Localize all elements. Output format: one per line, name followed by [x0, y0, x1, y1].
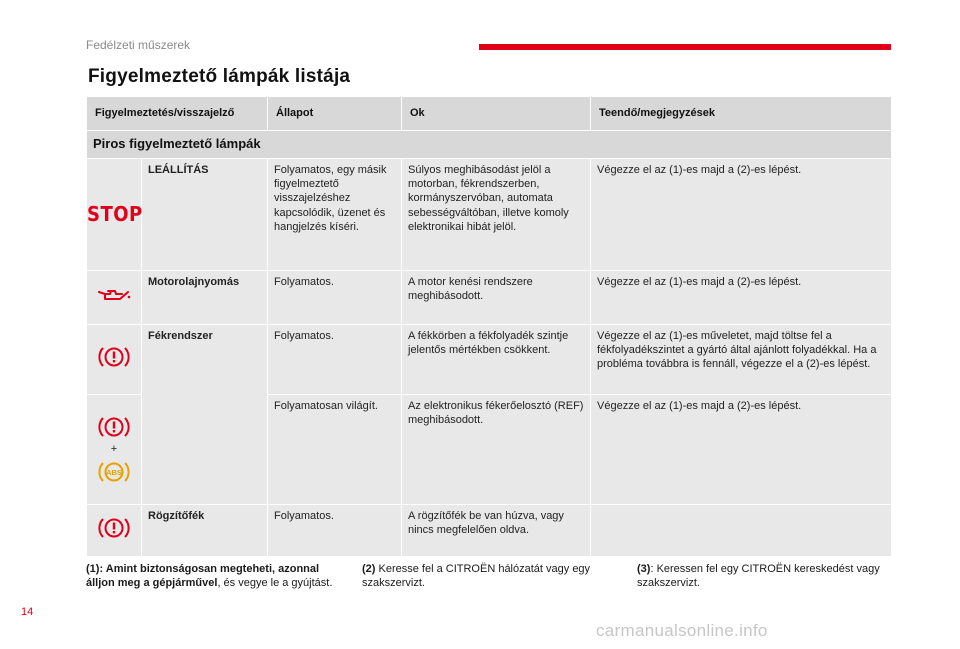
parking-brake-icon — [97, 515, 131, 541]
header-red-bar — [479, 44, 891, 50]
footnote-3-ref: (3) — [637, 563, 651, 575]
oil-can-icon — [96, 286, 132, 304]
footnote-3 — [637, 562, 899, 591]
indicator-name: Motorolajnyomás — [142, 270, 268, 324]
stop-icon: STOP — [87, 202, 143, 227]
footnote-2-text: Keresse fel a CITROËN hálózatát vagy egy szakszervizt. — [362, 563, 591, 590]
footnote-1 — [86, 562, 348, 591]
table-row-parking-brake — [87, 504, 892, 556]
indicator-cause: Az elektronikus fékerőelosztó (REF) meghibásodott. — [402, 394, 591, 504]
icon-cell — [87, 504, 142, 556]
icon-cell — [87, 158, 142, 270]
footnote-1-ref: (1) — [86, 563, 100, 575]
column-header-cause: Ok — [402, 97, 591, 131]
indicator-name: Rögzítőfék — [142, 504, 268, 556]
table-row-oil-pressure — [87, 270, 892, 324]
warning-lights-table — [86, 96, 892, 557]
page-title: Figyelmeztető lámpák listája — [88, 66, 351, 87]
column-header-indicator: Figyelmeztetés/visszajelző — [87, 97, 268, 131]
icon-cell — [87, 324, 142, 394]
abs-icon-label: ABS — [106, 467, 122, 477]
icon-cell — [87, 394, 142, 504]
plus-sign: + — [110, 443, 118, 456]
indicator-action: Végezze el az (1)-es majd a (2)-es lépést. — [591, 158, 892, 270]
header-section-label: Fedélzeti műszerek — [86, 38, 191, 52]
indicator-action: Végezze el az (1)-es majd a (2)-es lépést. — [591, 270, 892, 324]
table-header-row — [87, 97, 892, 131]
column-header-state: Állapot — [268, 97, 402, 131]
brake-warning-icon — [97, 344, 131, 370]
footnote-2-ref: (2) — [362, 563, 376, 575]
watermark: carmanualsonline.info — [596, 621, 768, 640]
indicator-name: Fékrendszer — [142, 324, 268, 504]
indicator-state: Folyamatos. — [268, 270, 402, 324]
footnote-1-text: , és vegye le a gyújtást. — [217, 577, 333, 590]
table-row-brake-system — [87, 324, 892, 394]
indicator-cause: A motor kenési rendszere meghibásodott. — [402, 270, 591, 324]
indicator-state: Folyamatos. — [268, 324, 402, 394]
abs-icon — [97, 459, 131, 485]
indicator-name: LEÁLLÍTÁS — [142, 158, 268, 270]
section-title: Piros figyelmeztető lámpák — [87, 131, 892, 159]
footnote-2 — [362, 562, 624, 591]
indicator-cause: A fékkörben a fékfolyadék szintje jelentős mértékben csökkent. — [402, 324, 591, 394]
footnote-1-bold: : Amint biztonságosan megteheti, azonnal álljon meg a gépjárművel — [86, 563, 320, 590]
indicator-action: Végezze el az (1)-es majd a (2)-es lépést. — [591, 394, 892, 504]
indicator-state: Folyamatos. — [268, 504, 402, 556]
section-row-red-lights — [87, 131, 892, 159]
column-header-action: Teendő/megjegyzések — [591, 97, 892, 131]
indicator-action: Végezze el az (1)-es műveletet, majd töltse fel a fékfolyadékszintet a gyártó által ajánlott folyadékkal. Ha a probléma továbbra is fennáll, végezze el a (2)-es lépést. — [591, 324, 892, 394]
indicator-action — [591, 504, 892, 556]
indicator-cause: Súlyos meghibásodást jelöl a motorban, fékrendszerben, kormányszervóban, automata sebességváltóban, illetve komoly elektronikai hibát jelöl. — [402, 158, 591, 270]
footnote-3-text: : Keressen fel egy CITROËN kereskedést vagy szakszervizt. — [637, 563, 880, 590]
indicator-state: Folyamatosan világít. — [268, 394, 402, 504]
indicator-cause: A rögzítőfék be van húzva, vagy nincs megfelelően oldva. — [402, 504, 591, 556]
icon-cell — [87, 270, 142, 324]
indicator-state: Folyamatos, egy másik figyelmeztető visszajelzéshez kapcsolódik, üzenet és hangjelzés kíséri. — [268, 158, 402, 270]
page-number: 14 — [21, 606, 34, 618]
brake-warning-icon — [97, 414, 131, 440]
table-row-stop — [87, 158, 892, 270]
